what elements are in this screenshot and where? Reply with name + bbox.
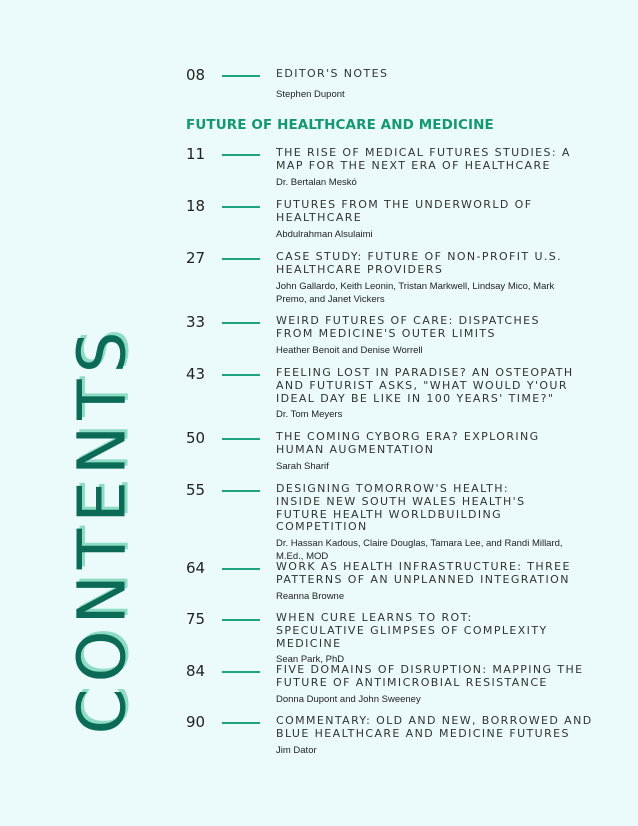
page-number: 55 bbox=[186, 481, 206, 499]
article-author: Dr. Bertalan Meskó bbox=[276, 176, 357, 188]
article-title: WORK AS HEALTH INFRASTRUCTURE: THREE PATTERNS OF AN UNPLANNED INTEGRATION bbox=[276, 560, 571, 586]
toc-entry[interactable] bbox=[186, 431, 606, 473]
article-title: THE RISE OF MEDICAL FUTURES STUDIES: A MAP FOR THE NEXT ERA OF HEALTHCARE bbox=[276, 146, 571, 172]
page-number: 75 bbox=[186, 610, 206, 628]
toc-entry[interactable] bbox=[186, 612, 606, 666]
section-heading: FUTURE OF HEALTHCARE AND MEDICINE bbox=[186, 117, 494, 133]
article-title: EDITOR'S NOTES bbox=[276, 67, 389, 80]
toc-entry[interactable] bbox=[186, 68, 606, 101]
dash-divider bbox=[222, 75, 260, 77]
page-number: 11 bbox=[186, 145, 206, 163]
dash-divider bbox=[222, 206, 260, 208]
contents-title: CONTENTS bbox=[63, 325, 141, 735]
toc-entry[interactable] bbox=[186, 147, 606, 189]
article-title: FUTURES FROM THE UNDERWORLD OF HEALTHCARE bbox=[276, 198, 533, 224]
article-author: Jim Dator bbox=[276, 744, 317, 756]
page-number: 33 bbox=[186, 313, 206, 331]
article-title: FEELING LOST IN PARADISE? AN OSTEOPATH AND FUTURIST ASKS, "WHAT WOULD Y'OUR IDEAL DAY BE LIKE IN 100 YEARS' TIME?" bbox=[276, 366, 574, 405]
dash-divider bbox=[222, 374, 260, 376]
article-title: FIVE DOMAINS OF DISRUPTION: MAPPING THE FUTURE OF ANTIMICROBIAL RESISTANCE bbox=[276, 663, 584, 689]
article-title: WHEN CURE LEARNS TO ROT: SPECULATIVE GLIMPSES OF COMPLEXITY MEDICINE bbox=[276, 611, 548, 650]
page-number: 90 bbox=[186, 713, 206, 731]
toc-entry[interactable] bbox=[186, 367, 606, 421]
article-title: WEIRD FUTURES OF CARE: DISPATCHES FROM MEDICINE'S OUTER LIMITS bbox=[276, 314, 540, 340]
page-number: 18 bbox=[186, 197, 206, 215]
dash-divider bbox=[222, 322, 260, 324]
dash-divider bbox=[222, 568, 260, 570]
article-author: Heather Benoit and Denise Worrell bbox=[276, 344, 423, 356]
dash-divider bbox=[222, 722, 260, 724]
page-number: 27 bbox=[186, 249, 206, 267]
article-author: Reanna Browne bbox=[276, 590, 345, 602]
toc-entry[interactable] bbox=[186, 199, 606, 241]
page-number: 50 bbox=[186, 429, 206, 447]
page-number: 64 bbox=[186, 559, 206, 577]
article-title: CASE STUDY: FUTURE OF NON-PROFIT U.S. HEALTHCARE PROVIDERS bbox=[276, 250, 563, 276]
toc-entry[interactable] bbox=[186, 483, 606, 563]
article-title: COMMENTARY: OLD AND NEW, BORROWED AND BLUE HEALTHCARE AND MEDICINE FUTURES bbox=[276, 714, 593, 740]
article-author: Dr. Tom Meyers bbox=[276, 409, 343, 421]
article-author: Sean Park, PhD bbox=[276, 654, 345, 666]
toc-entry[interactable] bbox=[186, 251, 606, 306]
article-author: John Gallardo, Keith Leonin, Tristan Markwell, Lindsay Mico, Mark Premo, and Janet Vickers bbox=[276, 280, 555, 305]
dash-divider bbox=[222, 671, 260, 673]
page-number: 08 bbox=[186, 66, 206, 84]
article-author: Stephen Dupont bbox=[276, 88, 345, 100]
dash-divider bbox=[222, 619, 260, 621]
dash-divider bbox=[222, 438, 260, 440]
article-author: Donna Dupont and John Sweeney bbox=[276, 693, 421, 705]
toc-entry[interactable] bbox=[186, 315, 606, 357]
page-number: 84 bbox=[186, 662, 206, 680]
toc-entry[interactable] bbox=[186, 715, 606, 757]
article-title: THE COMING CYBORG ERA? EXPLORING HUMAN AUGMENTATION bbox=[276, 430, 540, 456]
dash-divider bbox=[222, 154, 260, 156]
dash-divider bbox=[222, 258, 260, 260]
article-author: Dr. Hassan Kadous, Claire Douglas, Tamara Lee, and Randi Millard, M.Ed., MOD bbox=[276, 538, 563, 563]
toc-entry[interactable] bbox=[186, 664, 606, 706]
article-title: DESIGNING TOMORROW'S HEALTH: INSIDE NEW SOUTH WALES HEALTH'S FUTURE HEALTH WORLDBUILDING COMPETITION bbox=[276, 482, 526, 534]
article-author: Sarah Sharif bbox=[276, 460, 329, 472]
article-author: Abdulrahman Alsulaimi bbox=[276, 228, 373, 240]
page-number: 43 bbox=[186, 365, 206, 383]
toc-entry[interactable] bbox=[186, 561, 606, 603]
dash-divider bbox=[222, 490, 260, 492]
